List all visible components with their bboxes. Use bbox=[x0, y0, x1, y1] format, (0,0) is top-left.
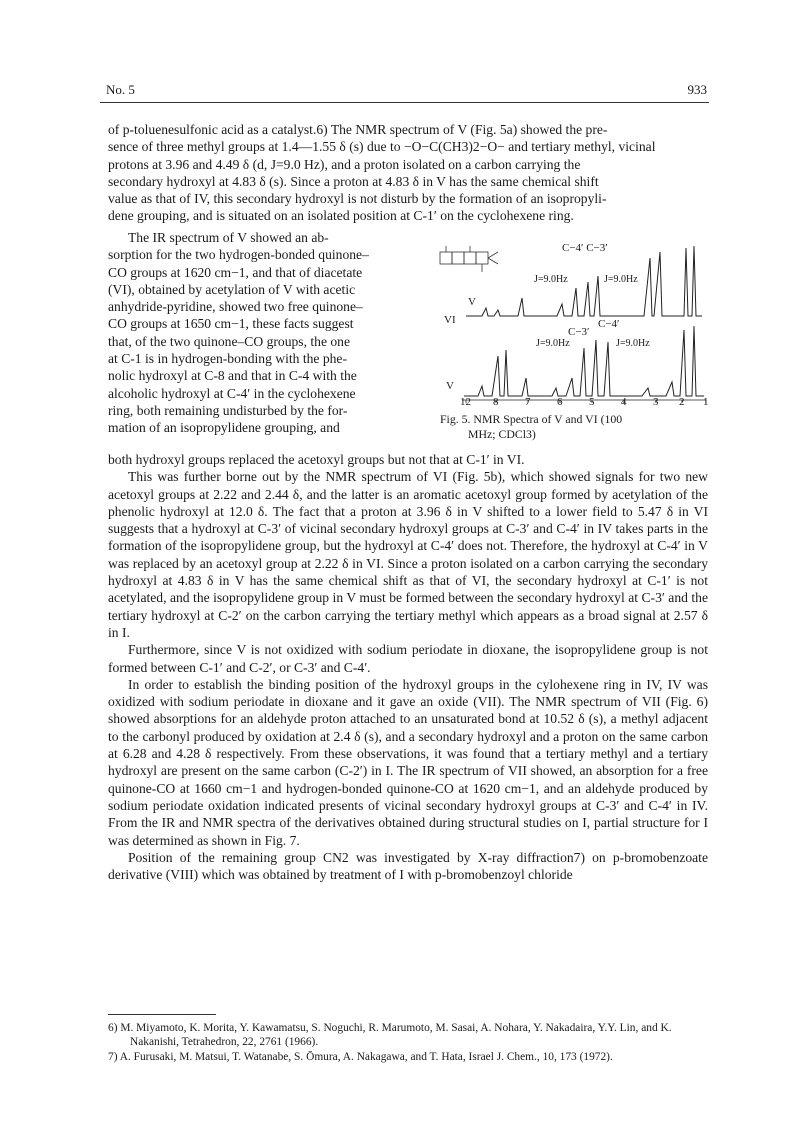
text-line: value as that of IV, this secondary hydroxyl is not disturb by the formation of an isopropyli- bbox=[108, 191, 607, 207]
footnote-rule bbox=[108, 1014, 216, 1015]
intro-paragraph bbox=[108, 121, 708, 225]
molecule-structure bbox=[440, 246, 498, 272]
paragraph: This was further borne out by the NMR spectrum of VI (Fig. 5b), which showed signals for two new acetoxyl groups at 2.22 and 2.44 δ, and the latter is an aromatic acetoxyl group formed by acetylation of the phenolic hydroxyl at 12.0 δ. The fact that a proton at 3.96 δ in V shifted to a lower field to 5.47 δ in VI suggests that a hydroxyl at C-3′ of vicinal secondary hydroxyl groups at C-3′ and C-4′ in IV takes parts in the formation of the isopropylidene group, but the hydroxyl at C-4′ does not. Therefore, the hydroxyl at C-4′ in V was replaced by an acetoxyl group at 2.22 δ in VI. Since a proton isolated on a carbon carrying the secondary hydroxyl at 4.83 δ in V has the same chemical shift as that of VI, the secondary hydroxyl at C-1′ is not acetylated, and the isopropylidene group in V must be formed between the secondary hydroxyl at C-3′ and the tertiary hydroxyl at C-2′ on the carbon carrying the tertiary methyl which appears as a broad signal at 2.57 δ in I. bbox=[108, 469, 708, 640]
label-spectrum-v-top: V bbox=[468, 296, 476, 308]
text-line: nolic hydroxyl at C-8 and that in C-4 with the bbox=[108, 368, 357, 384]
text-line: dene grouping, and is situated on an isolated position at C-1′ on the cyclohexene ring. bbox=[108, 208, 574, 224]
paragraph: In order to establish the binding position of the hydroxyl groups in the cylohexene ring in IV, IV was oxidized with sodium periodate in dioxane and it gave an oxide (VII). The NMR spectrum of VII (Fig. 6) showed absorptions for an aldehyde proton attached to an unsaturated bond at 10.52 δ (s), a methyl adjacent to the carbonyl produced by oxidation at 2.4 δ (s), and a secondary hydroxyl and a proton on the same carbon at 6.28 and 4.28 δ respectively. From these observations, it was found that a tertiary methyl and a tertiary hydroxyl are present on the same carbon (C-2′) in I. The IR spectrum of VII showed, an absorption for a free quinone-CO at 1660 cm−1 and hydrogen-bonded quinone-CO at 1620 cm−1, and an aldehyde produced by sodium periodate oxidation indicated presents of vicinal secondary hydroxyl groups at C-3′ and C-4′ in IV. From the IR and NMR spectra of the derivatives obtained during structural studies on I, partial structure for I was determined as shown in Fig. 7. bbox=[108, 676, 708, 848]
tick-label: 1 bbox=[703, 396, 709, 408]
text-line: at C-1 is in hydrogen-bonding with the phe- bbox=[108, 351, 347, 367]
tick-label: 7 bbox=[525, 396, 531, 408]
tick-label: 2 bbox=[679, 396, 685, 408]
text-line: ring, both remaining undisturbed by the for- bbox=[108, 402, 348, 418]
label-spectrum-v-bottom: V bbox=[446, 380, 454, 392]
text-line: that, of the two quinone–CO groups, the one bbox=[108, 333, 351, 349]
paragraph: Position of the remaining group CN2 was investigated by X-ray diffraction7) on p-bromobenzoate derivative (VIII) which was obtained by treatment of I with p-bromobenzoyl chloride bbox=[108, 849, 708, 883]
tick-label: 12 bbox=[460, 396, 471, 408]
tick-label: 3 bbox=[653, 396, 659, 408]
text-line: sorption for the two hydrogen-bonded quinone– bbox=[108, 247, 369, 263]
caption-line: MHz; CDCl3) bbox=[468, 426, 536, 441]
text-line: of p-toluenesulfonic acid as a catalyst.6) The NMR spectrum of V (Fig. 5a) showed the pre- bbox=[108, 122, 608, 137]
text-line: both hydroxyl groups replaced the acetoxyl groups but not that at C-1′ in VI. bbox=[108, 452, 525, 467]
label-top-j1: J=9.0Hz bbox=[534, 274, 568, 285]
figure-caption bbox=[440, 412, 710, 441]
label-top-c4-c3: C−4′ C−3′ bbox=[562, 242, 608, 254]
journal-issue: No. 5 bbox=[106, 82, 135, 97]
x-axis-tick-labels bbox=[422, 396, 714, 410]
ir-paragraph bbox=[108, 229, 414, 437]
tick-label: 5 bbox=[589, 396, 595, 408]
footnotes bbox=[108, 1021, 710, 1065]
label-bottom-j1: J=9.0Hz bbox=[536, 338, 570, 349]
text-line: alcoholic hydroxyl at C-4′ in the cyclohexene bbox=[108, 385, 356, 401]
text-line: CO groups at 1650 cm−1, these facts suggest bbox=[108, 316, 354, 332]
footnote: 6) M. Miyamoto, K. Morita, Y. Kawamatsu, S. Noguchi, R. Marumoto, M. Sasai, A. Nohara, Y. Nakadaira, Y.Y. Lin, and K. Nakanishi, Tetrahedron, 22, 2761 (1966). bbox=[108, 1022, 672, 1048]
text-line: The IR spectrum of V showed an ab- bbox=[128, 230, 329, 245]
text-line: secondary hydroxyl at 4.83 δ (s). Since a proton at 4.83 δ in V has the same chemical shift bbox=[108, 173, 599, 189]
label-spectrum-vi: VI bbox=[444, 314, 456, 326]
label-bottom-j2: J=9.0Hz bbox=[616, 338, 650, 349]
main-body bbox=[108, 451, 708, 883]
tick-label: 6 bbox=[557, 396, 563, 408]
label-top-j2: J=9.0Hz bbox=[604, 274, 638, 285]
paragraph: Furthermore, since V is not oxidized with sodium periodate in dioxane, the isopropylidene group is not formed between C-1′ and C-2′, or C-3′ and C-4′. bbox=[108, 642, 708, 675]
text-line: mation of an isopropylidene grouping, and bbox=[108, 420, 340, 436]
label-bottom-c4: C−4′ bbox=[598, 318, 620, 330]
label-bottom-c3: C−3′ bbox=[568, 326, 590, 338]
text-line: anhydride-pyridine, showed two free quinone– bbox=[108, 299, 363, 315]
page-number: 933 bbox=[687, 82, 707, 97]
text-line: protons at 3.96 and 4.49 δ (d, J=9.0 Hz), and a proton isolated on a carbon carrying the bbox=[108, 156, 581, 172]
footnote: 7) A. Furusaki, M. Matsui, T. Watanabe, S. Ōmura, A. Nakagawa, and T. Hata, Israel J. Chem., 10, 173 (1972). bbox=[108, 1051, 613, 1063]
spectrum-v-top-trace bbox=[466, 246, 702, 316]
header-rule bbox=[100, 102, 709, 103]
tick-label: 4 bbox=[621, 396, 627, 408]
text-line: CO groups at 1620 cm−1, and that of diacetate bbox=[108, 264, 363, 280]
text-line: (VI), obtained by acetylation of V with acetic bbox=[108, 281, 356, 297]
tick-label: 8 bbox=[493, 396, 499, 408]
text-line: sence of three methyl groups at 1.4—1.55 δ (s) due to −O−C(CH3)2−O− and tertiary methyl, vicinal bbox=[108, 139, 656, 155]
caption-line: Fig. 5. NMR Spectra of V and VI (100 bbox=[440, 412, 623, 426]
